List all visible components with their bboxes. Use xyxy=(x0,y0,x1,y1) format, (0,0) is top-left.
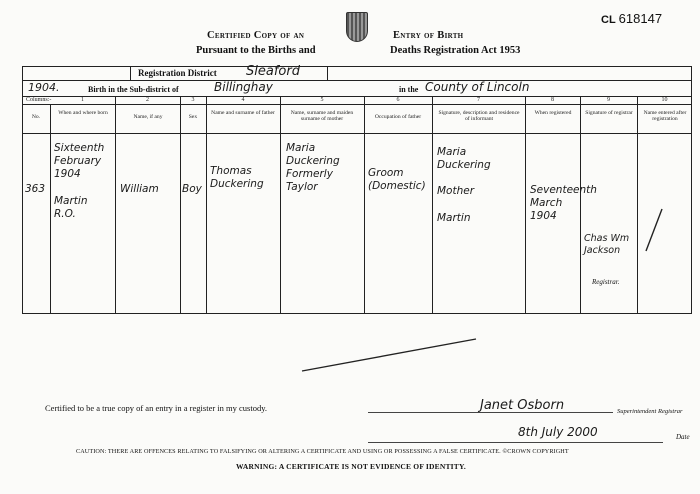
column-title: When and where born xyxy=(58,110,108,116)
header-left-line2: Pursuant to the Births and xyxy=(196,45,316,56)
column-number: 7 xyxy=(477,97,480,103)
column-divider xyxy=(50,104,51,314)
columns-label: Columns:- xyxy=(26,97,52,103)
district-cell-border xyxy=(327,66,328,80)
column-title: When registered xyxy=(534,110,572,116)
entry-when-where: Sixteenth February 1904 Martin R.O. xyxy=(54,142,105,220)
serial-prefix: CL xyxy=(601,14,616,26)
column-title: Name and surname of father xyxy=(211,110,275,116)
entry-sex: Boy xyxy=(182,183,202,195)
column-divider xyxy=(364,96,365,314)
registrar-signature: Chas Wm Jackson xyxy=(584,233,630,256)
column-number: 3 xyxy=(191,97,195,103)
column-divider xyxy=(280,96,281,314)
column-number: 10 xyxy=(661,97,668,103)
column-number: 1 xyxy=(81,97,84,103)
county-value: County of Lincoln xyxy=(425,80,530,94)
county-label: in the xyxy=(399,85,419,94)
blank-line-stroke-icon xyxy=(300,335,480,375)
row-divider xyxy=(22,104,692,105)
superintendent-label: Superintendent Registrar xyxy=(617,408,683,415)
district-cell-border xyxy=(130,66,131,80)
warning-text: WARNING: A CERTIFICATE IS NOT EVIDENCE OF IDENTITY. xyxy=(236,462,466,471)
column-divider xyxy=(525,96,526,314)
cancel-stroke-icon xyxy=(640,205,670,255)
entry-occupation: Groom (Domestic) xyxy=(368,167,426,193)
date-label: Date xyxy=(676,433,690,441)
column-number: 5 xyxy=(320,97,324,103)
entry-informant: Maria Duckering Mother Martin xyxy=(437,146,491,224)
entry-when-registered: Seventeenth March 1904 xyxy=(530,184,597,223)
column-title: Name, surname and maiden surname of mother xyxy=(290,110,354,123)
district-label: Registration District xyxy=(138,68,217,78)
entry-father: Thomas Duckering xyxy=(210,165,264,191)
column-divider xyxy=(206,96,207,314)
district-value: Sleaford xyxy=(246,64,300,79)
column-title-no: No. xyxy=(31,114,41,120)
entry-name: William xyxy=(120,183,159,195)
date-line xyxy=(368,442,663,443)
column-title: Name, if any xyxy=(133,114,163,120)
column-number: 9 xyxy=(607,97,610,103)
serial-number xyxy=(601,11,662,26)
year-value: 1904. xyxy=(28,81,60,94)
superintendent-signature: Janet Osborn xyxy=(480,398,565,413)
column-number: 6 xyxy=(396,97,400,103)
caution-text: CAUTION: THERE ARE OFFENCES RELATING TO FALSIFYING OR ALTERING A CERTIFICATE AND USING OR POSSESSING A FALSE CERTIFICATE. ©CROWN COPYRIGHT xyxy=(76,448,569,455)
column-number: 2 xyxy=(146,97,149,103)
column-title: Signature of registrar xyxy=(585,110,633,116)
date-value: 8th July 2000 xyxy=(518,425,598,439)
row-divider xyxy=(22,80,692,81)
subdistrict-value: Billinghay xyxy=(214,80,273,94)
entry-mother: Maria Duckering Formerly Taylor xyxy=(286,142,340,194)
column-divider xyxy=(115,96,116,314)
serial-value: 618147 xyxy=(618,11,663,26)
column-number: 8 xyxy=(551,97,554,103)
certified-text: Certified to be a true copy of an entry in a register in my custody. xyxy=(45,403,268,413)
entry-number: 363 xyxy=(25,183,46,195)
registrar-label: Registrar. xyxy=(592,278,620,286)
header-right-line2: Deaths Registration Act 1953 xyxy=(390,45,521,56)
royal-crest-icon xyxy=(346,12,368,42)
header-left-line1: Certified Copy of an xyxy=(207,30,305,41)
column-divider xyxy=(432,96,433,314)
column-title: Signature, description and residence of informant xyxy=(438,110,520,123)
column-divider xyxy=(180,96,181,314)
subdistrict-label: Birth in the Sub-district of xyxy=(88,85,179,94)
column-number: 4 xyxy=(241,97,245,103)
row-divider xyxy=(22,133,692,134)
column-title: Name entered after registration xyxy=(643,110,687,123)
header-right-line1: Entry of Birth xyxy=(393,30,464,41)
column-title: Occupation of father xyxy=(374,114,422,120)
column-title: Sex xyxy=(188,114,198,120)
column-divider xyxy=(637,96,638,314)
